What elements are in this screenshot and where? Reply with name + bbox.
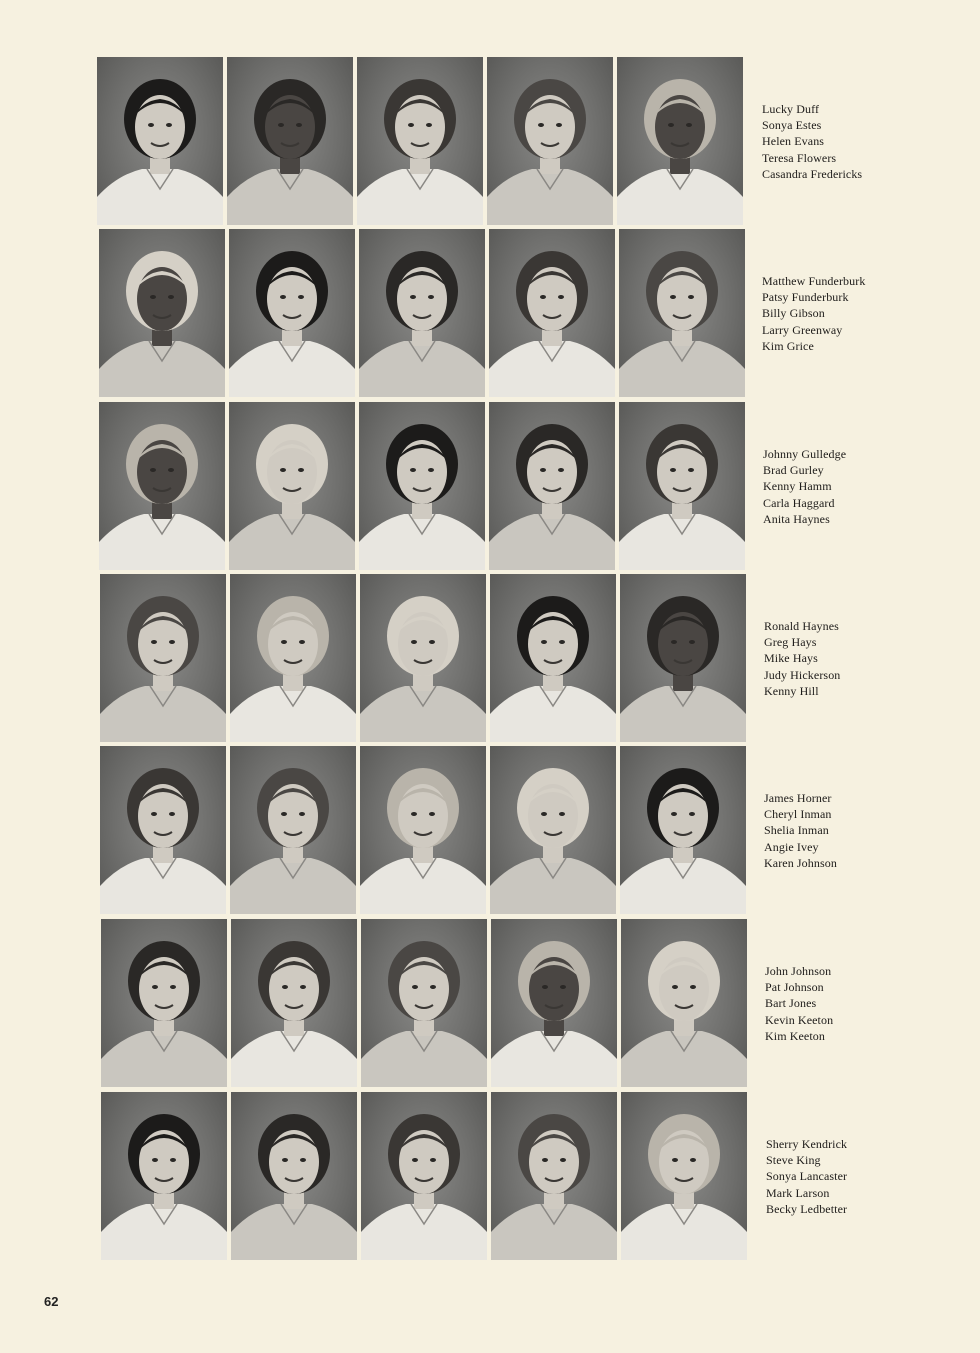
- student-name: Anita Haynes: [763, 511, 830, 526]
- student-name: Lucky Duff: [762, 102, 820, 116]
- student-portrait: [231, 919, 357, 1087]
- student-name: Kenny Hill: [764, 683, 819, 698]
- student-portrait: [490, 574, 616, 742]
- student-portrait: [359, 229, 485, 397]
- student-name: Johnny Gulledge: [763, 447, 847, 461]
- portrait-row: [0, 402, 980, 570]
- student-name: Bart Jones: [765, 996, 817, 1011]
- student-name: Kevin Keeton: [765, 1012, 834, 1027]
- student-name: Mike Hays: [764, 651, 818, 666]
- student-name: Kenny Hamm: [763, 479, 832, 494]
- student-portrait: [97, 57, 223, 225]
- student-name: Cheryl Inman: [764, 807, 832, 822]
- student-name: Sonya Estes: [762, 118, 822, 133]
- name-list: [764, 790, 964, 871]
- student-portrait: [101, 919, 227, 1087]
- student-name: Larry Greenway: [762, 322, 843, 337]
- page-number: 62: [44, 1294, 59, 1309]
- student-portrait: [229, 229, 355, 397]
- student-name: Ronald Haynes: [764, 619, 839, 633]
- student-name: Brad Gurley: [763, 463, 824, 478]
- student-portrait: [490, 746, 616, 914]
- student-portrait: [101, 1092, 227, 1260]
- student-portrait: [619, 402, 745, 570]
- student-portrait: [100, 574, 226, 742]
- student-portrait: [230, 574, 356, 742]
- student-portrait: [229, 402, 355, 570]
- student-portrait: [617, 57, 743, 225]
- student-portrait: [361, 919, 487, 1087]
- portrait-row: [0, 229, 980, 397]
- student-portrait: [491, 1092, 617, 1260]
- student-portrait: [99, 229, 225, 397]
- student-name: John Johnson: [765, 964, 832, 978]
- student-portrait: [621, 1092, 747, 1260]
- student-name: Helen Evans: [762, 134, 825, 149]
- student-name: Judy Hickerson: [764, 667, 841, 682]
- student-name: Teresa Flowers: [762, 150, 837, 165]
- student-name: Shelia Inman: [764, 823, 829, 838]
- student-name: Billy Gibson: [762, 306, 825, 321]
- portrait-row: [0, 574, 980, 742]
- student-name: Angie Ivey: [764, 839, 819, 854]
- student-portrait: [619, 229, 745, 397]
- name-list: [762, 273, 962, 354]
- student-portrait: [360, 574, 486, 742]
- student-name: Matthew Funderburk: [762, 274, 866, 288]
- portrait-row: [0, 746, 980, 914]
- student-portrait: [360, 746, 486, 914]
- student-name: Sonya Lancaster: [766, 1169, 848, 1184]
- student-name: Patsy Funderburk: [762, 290, 849, 305]
- student-name: Sherry Kendrick: [766, 1137, 848, 1151]
- student-portrait: [489, 229, 615, 397]
- student-portrait: [227, 57, 353, 225]
- student-portrait: [621, 919, 747, 1087]
- portrait-row: [0, 1092, 980, 1260]
- student-portrait: [361, 1092, 487, 1260]
- student-name: James Horner: [764, 791, 832, 805]
- student-name: Mark Larson: [766, 1185, 830, 1200]
- student-name: Steve King: [766, 1153, 821, 1168]
- student-name: Pat Johnson: [765, 980, 824, 995]
- student-portrait: [487, 57, 613, 225]
- student-portrait: [99, 402, 225, 570]
- portrait-row: [0, 919, 980, 1087]
- student-name: Kim Keeton: [765, 1028, 825, 1043]
- name-list: [763, 446, 963, 527]
- student-portrait: [100, 746, 226, 914]
- student-name: Casandra Fredericks: [762, 166, 863, 181]
- student-portrait: [231, 1092, 357, 1260]
- student-portrait: [620, 746, 746, 914]
- student-portrait: [489, 402, 615, 570]
- student-name: Kim Grice: [762, 338, 814, 353]
- student-name: Greg Hays: [764, 635, 817, 650]
- student-portrait: [230, 746, 356, 914]
- name-list: [764, 618, 964, 699]
- student-name: Becky Ledbetter: [766, 1201, 848, 1216]
- name-list: [765, 963, 965, 1044]
- student-name: Karen Johnson: [764, 855, 837, 870]
- student-portrait: [357, 57, 483, 225]
- student-name: Carla Haggard: [763, 495, 835, 510]
- student-portrait: [491, 919, 617, 1087]
- portrait-row: [0, 57, 980, 225]
- name-list: [762, 101, 962, 182]
- student-portrait: [359, 402, 485, 570]
- student-portrait: [620, 574, 746, 742]
- name-list: [766, 1136, 966, 1217]
